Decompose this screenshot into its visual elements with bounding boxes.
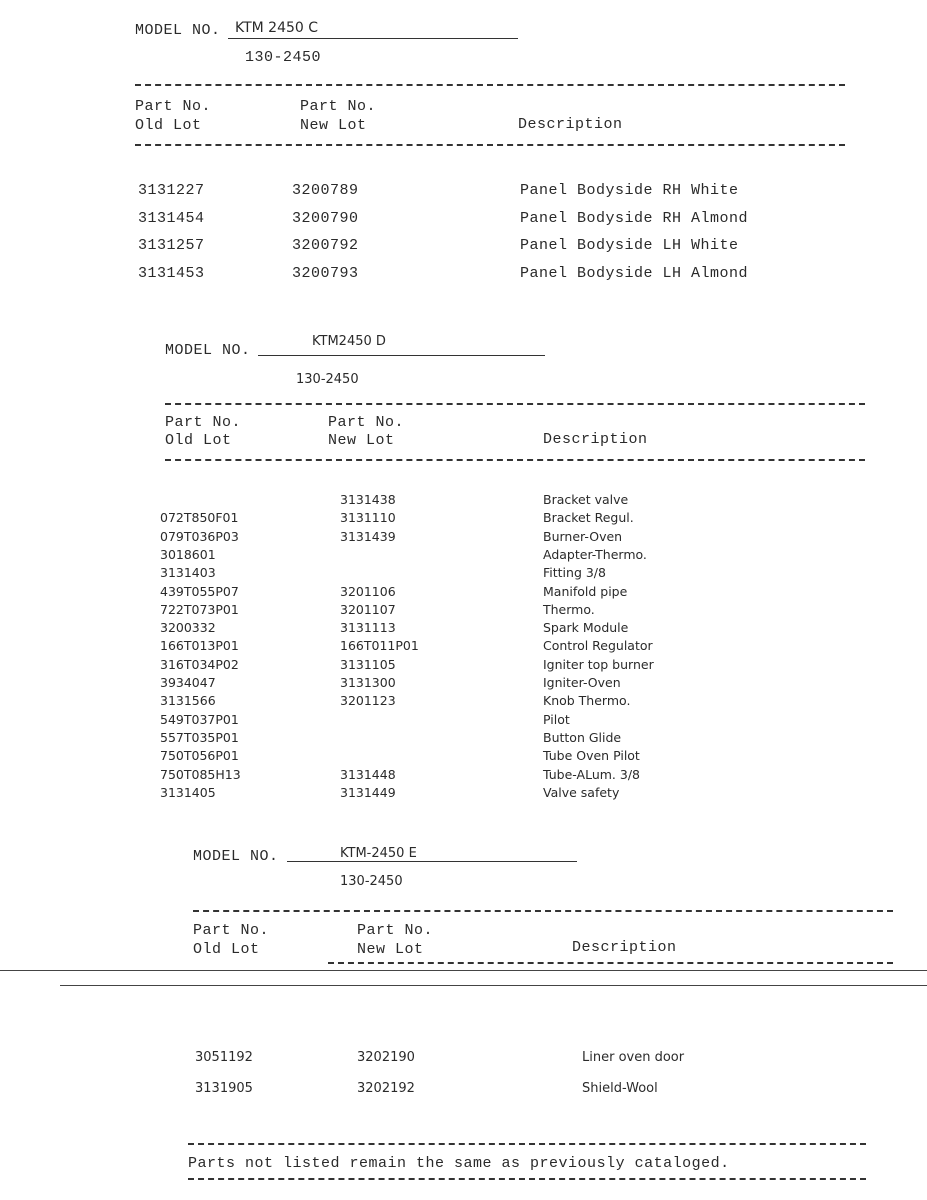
header-new-line2: New Lot xyxy=(300,117,367,134)
old-part-number: 3131405 xyxy=(160,784,216,800)
header-rule-bottom xyxy=(135,144,845,146)
part-description: Shield-Wool xyxy=(582,1081,658,1096)
old-part-number: 439T055P07 xyxy=(160,583,239,599)
new-part-number: 3131449 xyxy=(340,784,396,800)
model-value: KTM-2450 E xyxy=(340,846,417,861)
header-new-line1: Part No. xyxy=(357,922,434,939)
part-description: Panel Bodyside RH Almond xyxy=(520,209,749,227)
old-part-number: 3131566 xyxy=(160,693,216,709)
header-new-line2: New Lot xyxy=(357,941,424,958)
footer-note: Parts not listed remain the same as previously cataloged. xyxy=(188,1155,730,1172)
old-part-number: 3131227 xyxy=(138,182,205,199)
new-part-number: 3201106 xyxy=(340,583,396,599)
part-description: Liner oven door xyxy=(582,1050,685,1065)
model-value: KTM 2450 C xyxy=(235,20,319,36)
model-label: MODEL NO. xyxy=(193,848,279,865)
part-description: Tube-ALum. 3/8 xyxy=(543,766,640,782)
new-part-number: 3201123 xyxy=(340,693,396,709)
old-part-number: 079T036P03 xyxy=(160,528,239,544)
new-part-number: 3200789 xyxy=(292,182,359,199)
header-old-line1: Part No. xyxy=(165,414,242,431)
part-description: Bracket valve xyxy=(543,492,629,507)
new-part-number: 3131438 xyxy=(340,492,396,507)
part-description: Control Regulator xyxy=(543,638,653,654)
part-description: Panel Bodyside LH Almond xyxy=(520,264,749,282)
header-new-line2: New Lot xyxy=(328,432,395,449)
model-underline xyxy=(228,38,518,39)
part-description: Knob Thermo. xyxy=(543,693,631,709)
model-label: MODEL NO. xyxy=(165,342,251,359)
new-part-number: 3131113 xyxy=(340,620,396,636)
old-part-number: 557T035P01 xyxy=(160,729,239,745)
old-part-number: 316T034P02 xyxy=(160,656,239,672)
new-part-number: 3200790 xyxy=(292,209,359,227)
old-part-number: 166T013P01 xyxy=(160,638,239,654)
scan-artifact-line-bottom xyxy=(60,985,927,986)
old-part-number: 3131403 xyxy=(160,565,216,581)
header-description: Description xyxy=(518,116,623,133)
old-part-number: 3051192 xyxy=(195,1050,253,1065)
old-part-number: 3934047 xyxy=(160,675,216,690)
old-part-number: 3131454 xyxy=(138,209,205,227)
part-description: Panel Bodyside LH White xyxy=(520,237,739,254)
header-rule-top xyxy=(165,403,865,405)
header-old-line2: Old Lot xyxy=(165,432,232,449)
part-description: Tube Oven Pilot xyxy=(543,748,640,764)
catalog-number: 130-2450 xyxy=(340,874,403,889)
old-part-number: 750T056P01 xyxy=(160,748,239,764)
old-part-number: 750T085H13 xyxy=(160,766,241,782)
header-description: Description xyxy=(543,431,648,448)
part-description: Panel Bodyside RH White xyxy=(520,182,739,199)
old-part-number: 072T850F01 xyxy=(160,510,239,526)
model-underline xyxy=(258,355,545,356)
new-part-number: 3202192 xyxy=(357,1081,415,1096)
part-description: Pilot xyxy=(543,711,570,727)
scan-artifact-line-top xyxy=(0,970,927,971)
part-description: Button Glide xyxy=(543,729,622,745)
footer-rule-top xyxy=(188,1143,866,1145)
header-rule-bottom xyxy=(165,459,865,461)
footer-rule-bottom xyxy=(188,1178,866,1180)
part-description: Valve safety xyxy=(543,784,620,800)
new-part-number: 3131448 xyxy=(340,766,396,782)
model-value: KTM2450 D xyxy=(312,334,386,349)
new-part-number: 3131110 xyxy=(340,510,396,526)
part-description: Manifold pipe xyxy=(543,583,628,599)
header-description: Description xyxy=(572,939,677,956)
old-part-number: 3018601 xyxy=(160,546,216,562)
model-underline xyxy=(287,861,577,862)
part-description: Bracket Regul. xyxy=(543,510,634,526)
part-description: Igniter top burner xyxy=(543,656,654,672)
new-part-number: 3200793 xyxy=(292,264,359,282)
part-description: Igniter-Oven xyxy=(543,675,621,690)
model-label: MODEL NO. xyxy=(135,22,221,39)
old-part-number: 3131905 xyxy=(195,1081,253,1096)
header-rule-top xyxy=(193,910,893,912)
part-description: Spark Module xyxy=(543,620,629,636)
header-new-line1: Part No. xyxy=(300,98,377,115)
part-description: Adapter-Thermo. xyxy=(543,546,647,562)
header-old-line1: Part No. xyxy=(135,98,212,115)
catalog-number: 130-2450 xyxy=(296,372,359,387)
old-part-number: 722T073P01 xyxy=(160,601,239,617)
new-part-number: 3131300 xyxy=(340,675,396,690)
new-part-number: 3131105 xyxy=(340,656,396,672)
catalog-number: 130-2450 xyxy=(245,49,322,66)
new-part-number: 3131439 xyxy=(340,528,396,544)
header-old-line2: Old Lot xyxy=(135,117,202,134)
old-part-number: 3131453 xyxy=(138,264,205,282)
part-description: Burner-Oven xyxy=(543,528,623,544)
header-rule-bottom xyxy=(328,962,893,964)
header-rule-top xyxy=(135,84,845,86)
header-new-line1: Part No. xyxy=(328,414,405,431)
part-description: Thermo. xyxy=(543,601,595,617)
new-part-number: 3200792 xyxy=(292,237,359,254)
header-old-line2: Old Lot xyxy=(193,941,260,958)
new-part-number: 3201107 xyxy=(340,601,396,617)
new-part-number: 166T011P01 xyxy=(340,638,419,654)
part-description: Fitting 3/8 xyxy=(543,565,606,581)
new-part-number: 3202190 xyxy=(357,1050,415,1065)
old-part-number: 549T037P01 xyxy=(160,711,239,727)
old-part-number: 3131257 xyxy=(138,237,205,254)
old-part-number: 3200332 xyxy=(160,620,216,636)
header-old-line1: Part No. xyxy=(193,922,270,939)
